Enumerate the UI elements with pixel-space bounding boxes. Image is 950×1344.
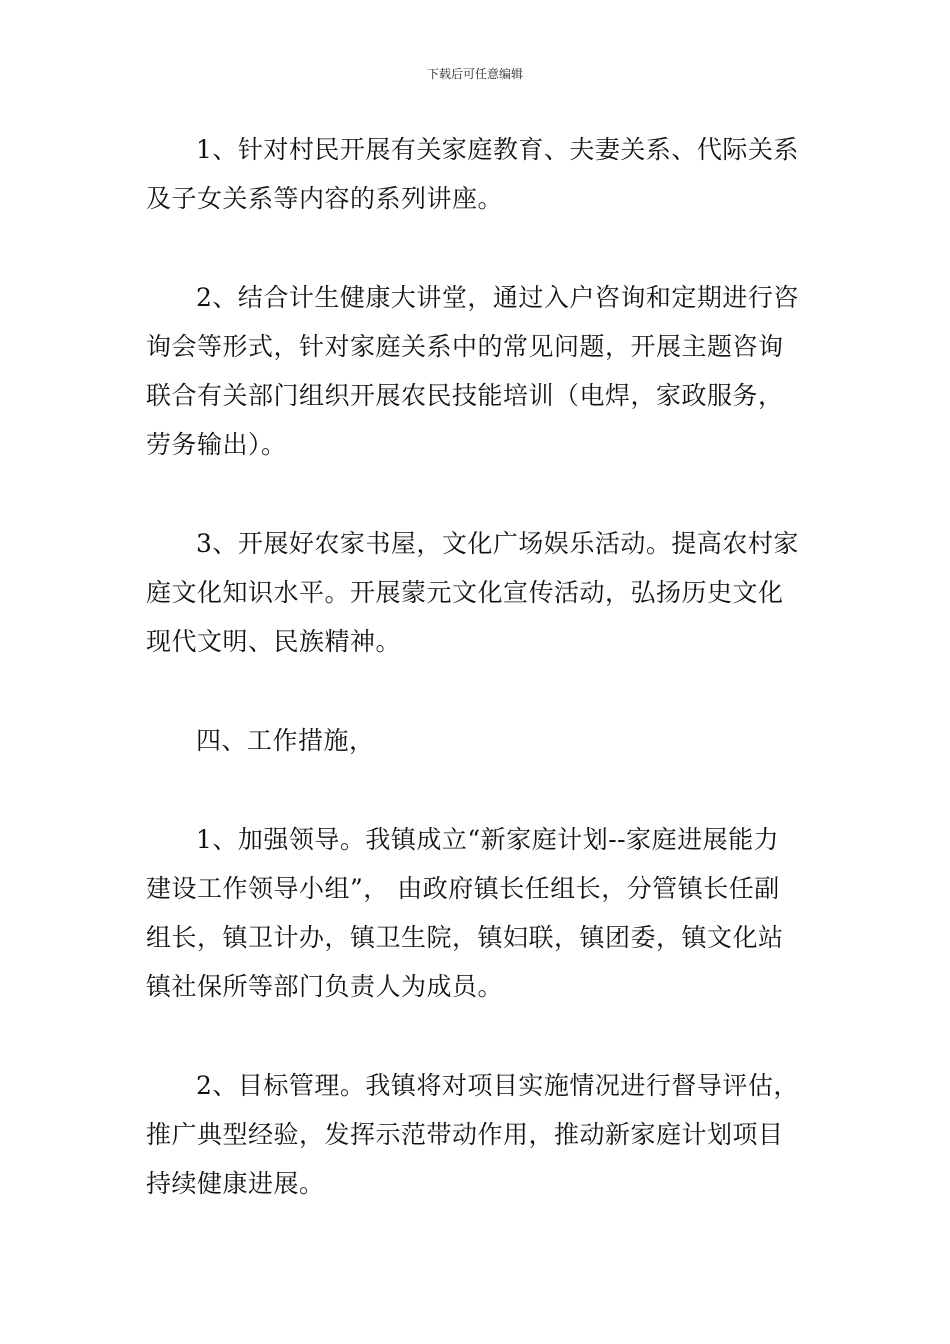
paragraph-4 [146, 815, 808, 1011]
document-body [146, 125, 808, 1258]
text-line: 庭文化知识水平。开展蒙元文化宣传活动，弘扬历史文化 [146, 578, 784, 607]
page-header: 下载后可任意编辑 [426, 67, 523, 81]
text-line: 2、目标管理。我镇将对项目实施情况进行督导评估， [196, 1071, 799, 1100]
text-line: 建设工作领导小组”， 由政府镇长任组长，分管镇长任副 [146, 874, 780, 903]
paragraph-3 [146, 519, 808, 666]
text-line: 1、针对村民开展有关家庭教育、夫妻关系、代际关系 [196, 135, 799, 164]
text-line: 3、开展好农家书屋，文化广场娱乐活动。提高农村家 [196, 529, 799, 558]
text-line: 联合有关部门组织开展农民技能培训（电焊，家政服务， [146, 381, 784, 410]
paragraph-5 [146, 1061, 808, 1208]
section-heading [146, 716, 808, 765]
text-line: 组长，镇卫计办，镇卫生院，镇妇联，镇团委，镇文化站 [146, 923, 784, 952]
text-line: 持续健康进展。 [146, 1169, 325, 1198]
text-line: 推广典型经验，发挥示范带动作用，推动新家庭计划项目 [146, 1120, 784, 1149]
text-line: 四、工作措施， [196, 726, 375, 755]
paragraph-1 [146, 125, 808, 223]
text-line: 1、加强领导。我镇成立“新家庭计划--家庭进展能力 [196, 825, 780, 854]
text-line: 2、结合计生健康大讲堂，通过入户咨询和定期进行咨 [196, 283, 799, 312]
text-line: 镇社保所等部门负责人为成员。 [146, 972, 504, 1001]
text-line: 及子女关系等内容的系列讲座。 [146, 184, 504, 213]
text-line: 现代文明、民族精神。 [146, 627, 402, 656]
text-line: 询会等形式，针对家庭关系中的常见问题，开展主题咨询 [146, 332, 784, 361]
paragraph-2 [146, 273, 808, 469]
text-line: 劳务输出）。 [146, 430, 287, 459]
